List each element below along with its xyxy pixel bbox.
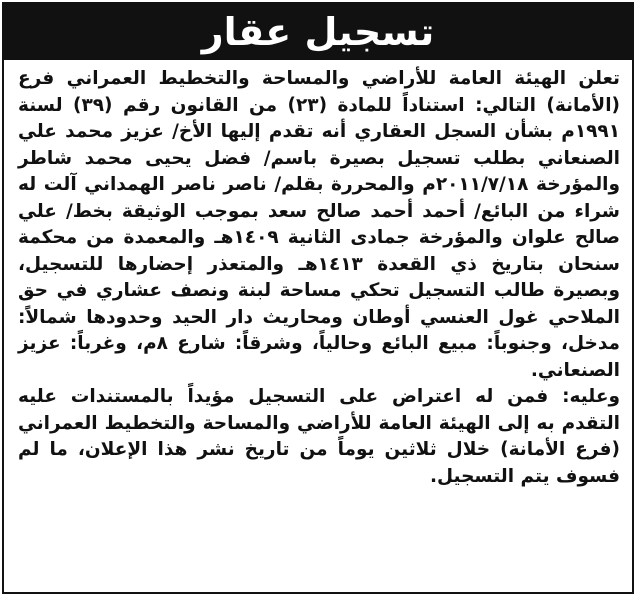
notice-title: تسجيل عقار bbox=[201, 10, 435, 54]
notice-box bbox=[2, 2, 634, 594]
notice-paragraph-main: تعلن الهيئة العامة للأراضي والمساحة والتخطيط العمراني فرع (الأمانة) التالي: استناداً للمادة (٢٣) من القانون رقم (٣٩) لسنة ١٩٩١م بشأن السجل العقاري أنه تقدم إليها الأخ/ عزيز محمد علي الصنعاني بطلب تسجيل بصيرة باسم/ فضل يحيى محمد شاطر والمؤرخة ٢٠١١/٧/١٨م والمحررة بقلم/ ناصر ناصر الهمداني آلت له شراء من البائع/ أحمد أحمد صالح سعد بموجب الوثيقة بخط/ علي صالح علوان والمؤرخة جمادى الثانية ١٤٠٩هـ والمعمدة من محكمة سنحان بتاريخ ذي القعدة ١٤١٣هـ والمتعذر إحضارها للتسجيل، وبصيرة طالب التسجيل تحكي مساحة لبنة ونصف عشاري في حق الملاحي غول العنسي أوطان ومحاريث دار الحيد وحدودها شمالاً: مدخل، وجنوباً: مبيع البائع وحالياً، وشرقاً: شارع ٨م، وغرباً: عزيز الصنعاني. bbox=[18, 68, 620, 381]
notice-paragraph-objection: وعليه: فمن له اعتراض على التسجيل مؤيداً بالمستندات عليه التقدم به إلى الهيئة العامة للأراضي والمساحة والتخطيط العمراني (فرع الأمانة) خلال ثلاثين يوماً من تاريخ نشر هذا الإعلان، ما لم فسوف يتم التسجيل. bbox=[18, 386, 620, 487]
notice-body bbox=[18, 66, 620, 490]
title-bar bbox=[4, 4, 632, 60]
